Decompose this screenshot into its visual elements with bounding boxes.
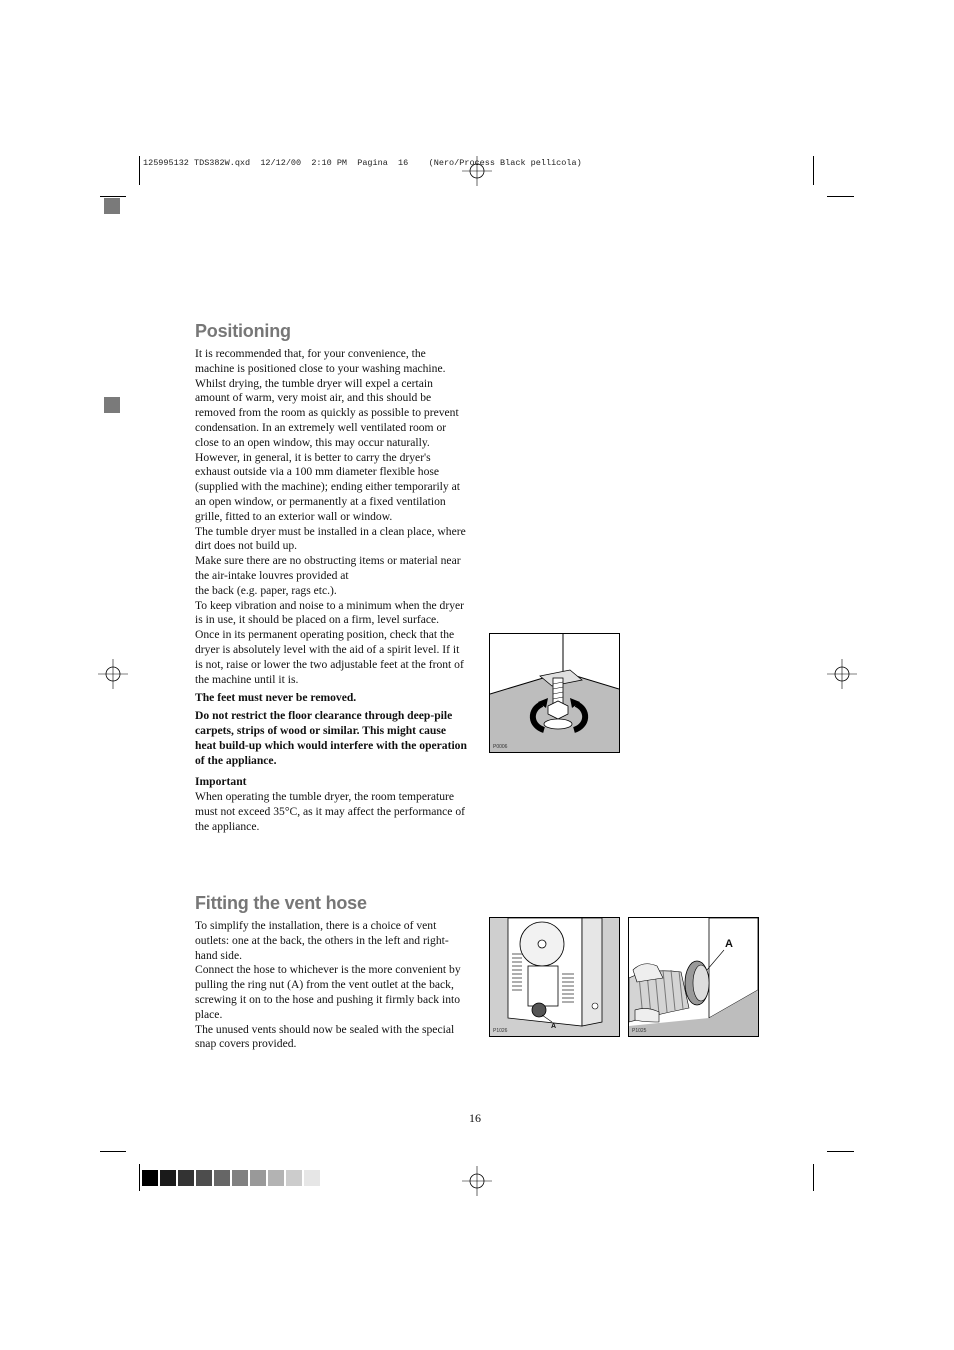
crop-mark: [139, 156, 140, 185]
vent-hose-body: [195, 919, 467, 1052]
color-swatch: [214, 1170, 230, 1186]
color-swatch: [232, 1170, 248, 1186]
figure-code: P1025: [632, 1028, 647, 1034]
positioning-paragraph: the back (e.g. paper, rags etc.).: [195, 583, 337, 597]
dryer-back-drawing-icon: [490, 918, 619, 1036]
color-swatch: [304, 1170, 320, 1186]
color-swatch: [178, 1170, 194, 1186]
vent-hose-heading: Fitting the vent hose: [195, 893, 367, 913]
dryer-back-vent-illustration: [489, 917, 620, 1037]
margin-square-mark: [104, 198, 120, 214]
color-swatch: [286, 1170, 302, 1186]
registration-mark-icon: [827, 659, 857, 689]
hose-fitting-illustration: [628, 917, 759, 1037]
hose-drawing-icon: [629, 918, 758, 1036]
crop-mark: [100, 196, 126, 197]
color-swatch: [142, 1170, 158, 1186]
figure-code: P1026: [493, 1028, 508, 1034]
margin-square-mark: [104, 397, 120, 413]
positioning-heading: Positioning: [195, 321, 291, 341]
color-swatch: [160, 1170, 176, 1186]
figure-code: P0006: [493, 744, 508, 750]
crop-mark: [813, 1164, 814, 1191]
foot-drawing-icon: [490, 634, 619, 752]
positioning-paragraph: However, in general, it is better to carry the dryer's exhaust outside via a 100 mm diameter flexible hose (supplied with the machine); ending either temporarily at an open window, or permanently at a fixed ventilation grille, fitted to an exterior wall or window.: [195, 450, 460, 523]
color-swatch: [196, 1170, 212, 1186]
crop-mark: [827, 1151, 854, 1152]
adjustable-foot-illustration: [489, 633, 620, 753]
color-swatch: [268, 1170, 284, 1186]
crop-mark: [813, 156, 814, 185]
page-number: 16: [469, 1111, 481, 1125]
vent-paragraph: Connect the hose to whichever is the more convenient by pulling the ring nut (A) from the vent outlet at the back, screwing it on to the hose and pushing it firmly back into place.: [195, 963, 461, 1021]
registration-mark-icon: [462, 1166, 492, 1196]
registration-mark-icon: [98, 659, 128, 689]
registration-mark-icon: [462, 156, 492, 186]
ring-nut-label: A: [551, 1023, 557, 1030]
floor-clearance-warning: Do not restrict the floor clearance through deep-pile carpets, strips of wood or similar. This might cause heat build-up which would interfere with the operation of the appliance.: [195, 709, 467, 767]
crop-mark: [139, 1164, 140, 1191]
positioning-paragraph: The tumble dryer must be installed in a clean place, where dirt does not build up.: [195, 524, 466, 553]
ring-nut-label: A: [725, 938, 733, 950]
color-swatch: [250, 1170, 266, 1186]
vent-paragraph: The unused vents should now be sealed with the special snap covers provided.: [195, 1022, 455, 1051]
important-title: Important: [195, 775, 247, 789]
vent-paragraph: To simplify the installation, there is a choice of vent outlets: one at the back, the others in the left and right-hand side.: [195, 919, 449, 962]
positioning-paragraph: Make sure there are no obstructing items or material near the air-intake louvres provided at: [195, 554, 461, 582]
positioning-body: [195, 347, 467, 835]
feet-warning: The feet must never be removed.: [195, 691, 357, 705]
positioning-paragraph: Once in its permanent operating position, check that the dryer is absolutely level with the aid of a spirit level. If it is not, raise or lower the two adjustable feet at the front of the machine until it is.: [195, 628, 464, 686]
print-slug: 125995132 TDS382W.qxd 12/12/00 2:10 PM Pagina 16 (Nero/Process Black pellicola): [143, 158, 582, 168]
crop-mark: [100, 1151, 126, 1152]
positioning-paragraph: To keep vibration and noise to a minimum when the dryer is in use, it should be placed on a firm, level surface.: [195, 598, 464, 627]
positioning-paragraph: It is recommended that, for your convenience, the machine is positioned close to your washing machine. Whilst drying, the tumble dryer will expel a certain amount of warm, very moist air, and this should be removed from the room as quickly as possible to prevent condensation. In an extremely well ventilated room or close to an open window, this may occur naturally.: [195, 347, 459, 449]
important-text: When operating the tumble dryer, the room temperature must not exceed 35°C, as it may affect the performance of the appliance.: [195, 790, 466, 833]
crop-mark: [827, 196, 854, 197]
